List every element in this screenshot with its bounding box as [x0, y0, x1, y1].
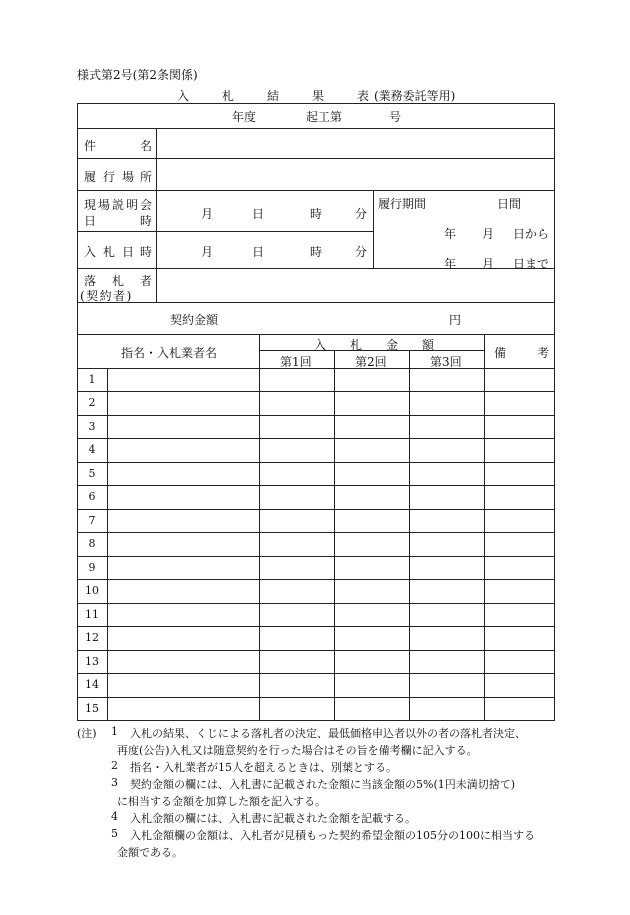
note-text: 入札の結果、くじによる落札者の決定、最低価格申込者以外の者の落札者決定、 — [130, 727, 526, 740]
contractor-label: (契約者) — [80, 289, 133, 303]
amount-header-char: 金 — [386, 338, 399, 352]
item-name-label: 名 — [140, 139, 153, 153]
place-label: 所 — [140, 170, 153, 184]
vline — [373, 190, 374, 268]
period-from: 日から — [513, 227, 550, 241]
period-month: 月 — [482, 257, 495, 271]
place-label: 行 — [103, 170, 116, 184]
yen-label: 円 — [449, 313, 462, 327]
site-briefing-label: 時 — [140, 214, 153, 228]
document-title — [77, 87, 555, 103]
vline — [484, 334, 485, 720]
row-number: 5 — [88, 467, 96, 480]
site-briefing-label: 日 — [84, 214, 97, 228]
title-char: 入 — [177, 89, 190, 103]
note-text: 再度(公告)入札又は随意契約を行った場合はその旨を備考欄に記入する。 — [117, 744, 478, 757]
note-text: 指名・入札業者が15人を超えるときは、別葉とする。 — [130, 761, 397, 774]
row-number: 3 — [88, 420, 96, 433]
period-year: 年 — [444, 257, 457, 271]
contract-amount-label: 契約金額 — [170, 313, 219, 327]
row-number: 10 — [85, 584, 99, 597]
note-text: 金額である。 — [117, 846, 183, 859]
winner-label: 札 — [112, 274, 125, 288]
hline — [77, 231, 373, 232]
item-name-label: 件 — [84, 139, 97, 153]
amount-header-char: 札 — [350, 338, 363, 352]
days-label: 日間 — [497, 197, 522, 211]
winner-label: 者 — [140, 274, 153, 288]
round-header: 第1回 — [280, 355, 312, 369]
bid-datetime-label: 時 — [140, 245, 153, 259]
title-char: 果 — [312, 89, 325, 103]
site-briefing-label: 明 — [126, 198, 139, 212]
day-label: 日 — [252, 245, 265, 259]
place-label: 履 — [84, 170, 97, 184]
vline — [409, 350, 410, 720]
row-number: 13 — [85, 655, 99, 668]
notes-label: (注) — [77, 727, 97, 740]
note-text: 入札金額の欄には、入札書に記載された金額を記載する。 — [130, 812, 416, 825]
hline — [259, 350, 484, 351]
row-number: 15 — [85, 702, 99, 715]
site-briefing-label: 会 — [140, 198, 153, 212]
note-number: 3 — [111, 776, 118, 789]
note-number: 4 — [111, 810, 118, 823]
title-char: 表 — [357, 89, 370, 103]
note-number: 1 — [111, 725, 118, 738]
title-char: 札 — [222, 89, 235, 103]
row-number: 2 — [88, 396, 96, 409]
site-briefing-label: 現 — [84, 198, 97, 212]
note-number: 5 — [111, 827, 118, 840]
number-label: 号 — [389, 110, 402, 124]
round-header: 第2回 — [355, 355, 387, 369]
remarks-header: 備 — [494, 346, 507, 360]
border-bottom — [77, 720, 555, 721]
border-right — [554, 103, 555, 721]
hline — [77, 190, 555, 191]
month-label: 月 — [201, 245, 214, 259]
vline — [107, 368, 108, 720]
note-text: 契約金額の欄には、入札書に記載された金額に当該金額の5%(1円未満切捨て) — [130, 778, 516, 791]
vline — [259, 334, 260, 720]
hline — [77, 302, 555, 303]
border-top — [77, 103, 555, 104]
title-subtitle: (業務委託等用) — [374, 89, 456, 103]
bid-datetime-label: 日 — [122, 245, 135, 259]
row-number: 8 — [88, 537, 96, 550]
performance-place-field[interactable] — [157, 159, 554, 190]
note-number: 2 — [111, 759, 118, 772]
month-label: 月 — [201, 207, 214, 221]
row-number: 14 — [85, 678, 99, 691]
amount-header-char: 額 — [422, 338, 435, 352]
period-month: 月 — [482, 227, 495, 241]
bid-datetime-label: 入 — [84, 245, 97, 259]
place-label: 場 — [122, 170, 135, 184]
note-text: 入札金額欄の金額は、入札者が見積もった契約希望金額の105分の100に相当する — [130, 829, 535, 842]
row-number: 9 — [88, 561, 96, 574]
bid-datetime-label: 札 — [103, 245, 116, 259]
year-label: 年度 — [232, 110, 257, 124]
kiko-label: 起工第 — [306, 110, 343, 124]
winner-label: 落 — [84, 274, 97, 288]
site-briefing-label: 場 — [98, 198, 111, 212]
remarks-header: 考 — [537, 346, 550, 360]
period-label: 履行期間 — [378, 197, 427, 211]
period-year: 年 — [444, 227, 457, 241]
minute-label: 分 — [355, 245, 368, 259]
minute-label: 分 — [355, 207, 368, 221]
amount-header-char: 入 — [314, 338, 327, 352]
border-left — [77, 103, 78, 721]
round-header: 第3回 — [430, 355, 462, 369]
row-number: 12 — [85, 631, 99, 644]
period-until: 日まで — [513, 257, 550, 271]
site-briefing-label: 説 — [112, 198, 125, 212]
day-label: 日 — [252, 207, 265, 221]
vline — [334, 350, 335, 720]
bidder-header: 指名・入札業者名 — [121, 346, 218, 360]
hour-label: 時 — [310, 207, 323, 221]
note-text: に相当する金額を加算した額を記入する。 — [117, 795, 326, 808]
title-char: 結 — [267, 89, 280, 103]
row-number: 7 — [88, 514, 96, 527]
row-number: 6 — [88, 490, 96, 503]
hour-label: 時 — [310, 245, 323, 259]
form-number: 様式第2号(第2条関係) — [77, 68, 198, 82]
winner-field[interactable] — [157, 269, 554, 302]
item-name-field[interactable] — [157, 129, 554, 158]
row-number: 4 — [88, 443, 96, 456]
row-number: 1 — [88, 373, 96, 386]
row-number: 11 — [85, 608, 99, 621]
